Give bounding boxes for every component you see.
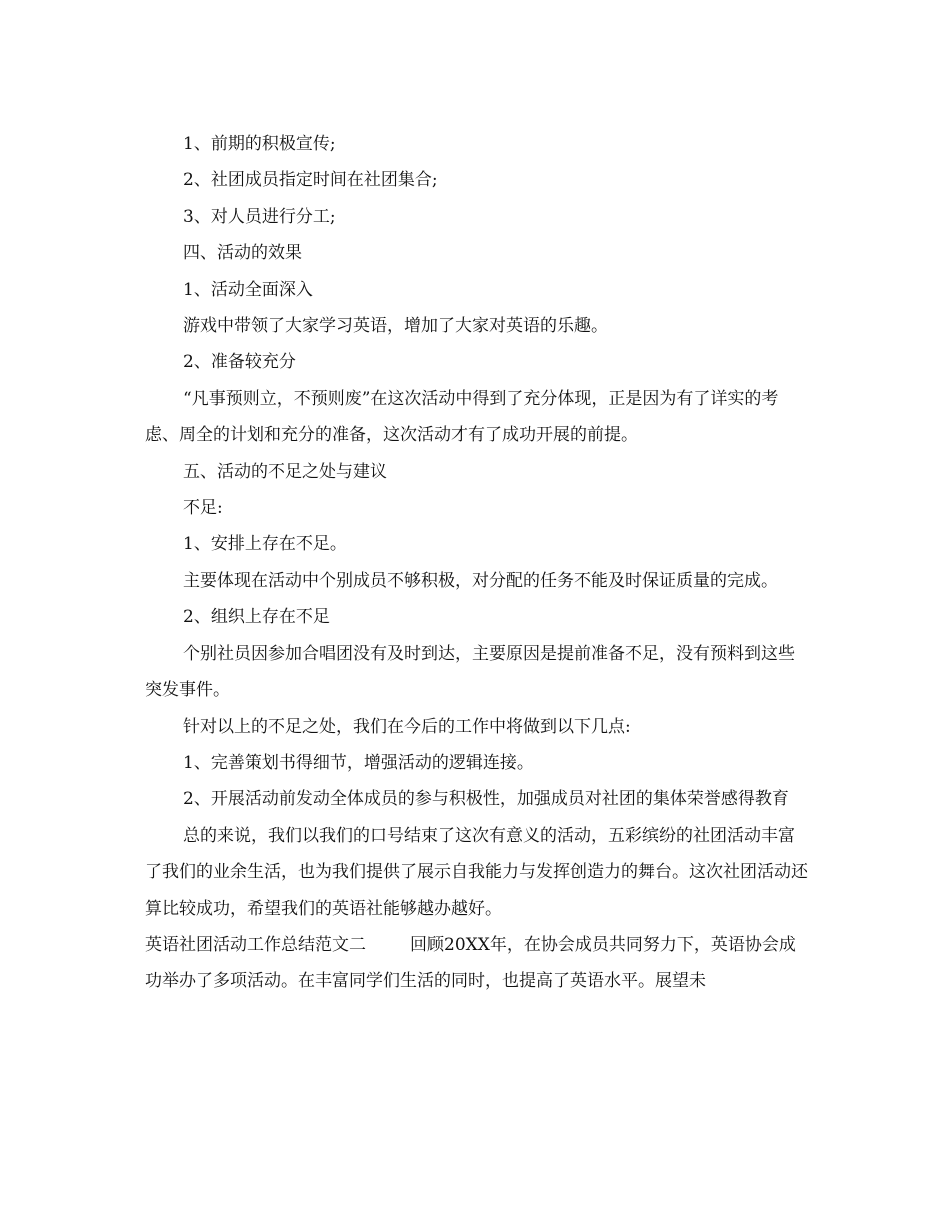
section-heading-effects: 四、活动的效果 <box>183 243 302 264</box>
list-item-division: 3、对人员进行分工; <box>183 206 336 227</box>
paragraph-preparation: “凡事预则立，不预则废”在这次活动中得到了充分体现，正是因为有了详实的考虑、周全的计划和充分的准备，这次活动才有了成功开展的前提。 <box>145 388 779 446</box>
paragraph-improvements-intro: 针对以上的不足之处，我们在今后的工作中将做到以下几点: <box>183 716 631 737</box>
document-body <box>145 126 809 1000</box>
list-item-assembly: 2、社团成员指定时间在社团集合; <box>183 170 438 191</box>
subheading-thorough: 1、活动全面深入 <box>183 279 313 300</box>
list-item-details: 1、完善策划书得细节，增强活动的逻辑连接。 <box>183 752 534 773</box>
sample-intro: 回顾20XX年，在协会成员共同努力下，英语协会成功举办了多项活动。在丰富同学们生活的同时，也提高了英语水平。展望未 <box>145 934 796 992</box>
paragraph-second-summary <box>145 927 809 1000</box>
paragraph-game: 游戏中带领了大家学习英语，增加了大家对英语的乐趣。 <box>183 316 608 337</box>
subheading-arrangement: 1、安排上存在不足。 <box>183 534 347 555</box>
subheading-organization: 2、组织上存在不足 <box>183 607 330 628</box>
list-item-publicity: 1、前期的积极宣传; <box>183 134 336 154</box>
paragraph-organization: 个别社员因参加合唱团没有及时到达，主要原因是提前准备不足，没有预料到这些突发事件。 <box>145 643 795 701</box>
list-item-motivation: 2、开展活动前发动全体成员的参与积极性，加强成员对社团的集体荣誉感得教育 <box>183 789 789 810</box>
section-heading-shortcomings: 五、活动的不足之处与建议 <box>183 461 387 482</box>
paragraph-arrangement: 主要体现在活动中个别成员不够积极，对分配的任务不能及时保证质量的完成。 <box>183 570 778 591</box>
sample-title: 英语社团活动工作总结范文二 <box>145 934 366 955</box>
subheading-preparation: 2、准备较充分 <box>183 352 296 373</box>
label-shortcomings: 不足: <box>183 498 223 519</box>
paragraph-conclusion: 总的来说，我们以我们的口号结束了这次有意义的活动，五彩缤纷的社团活动丰富了我们的业余生活，也为我们提供了展示自我能力与发挥创造力的舞台。这次社团活动还算比较成功，希望我们的英语社能够越办越好。 <box>145 825 808 919</box>
